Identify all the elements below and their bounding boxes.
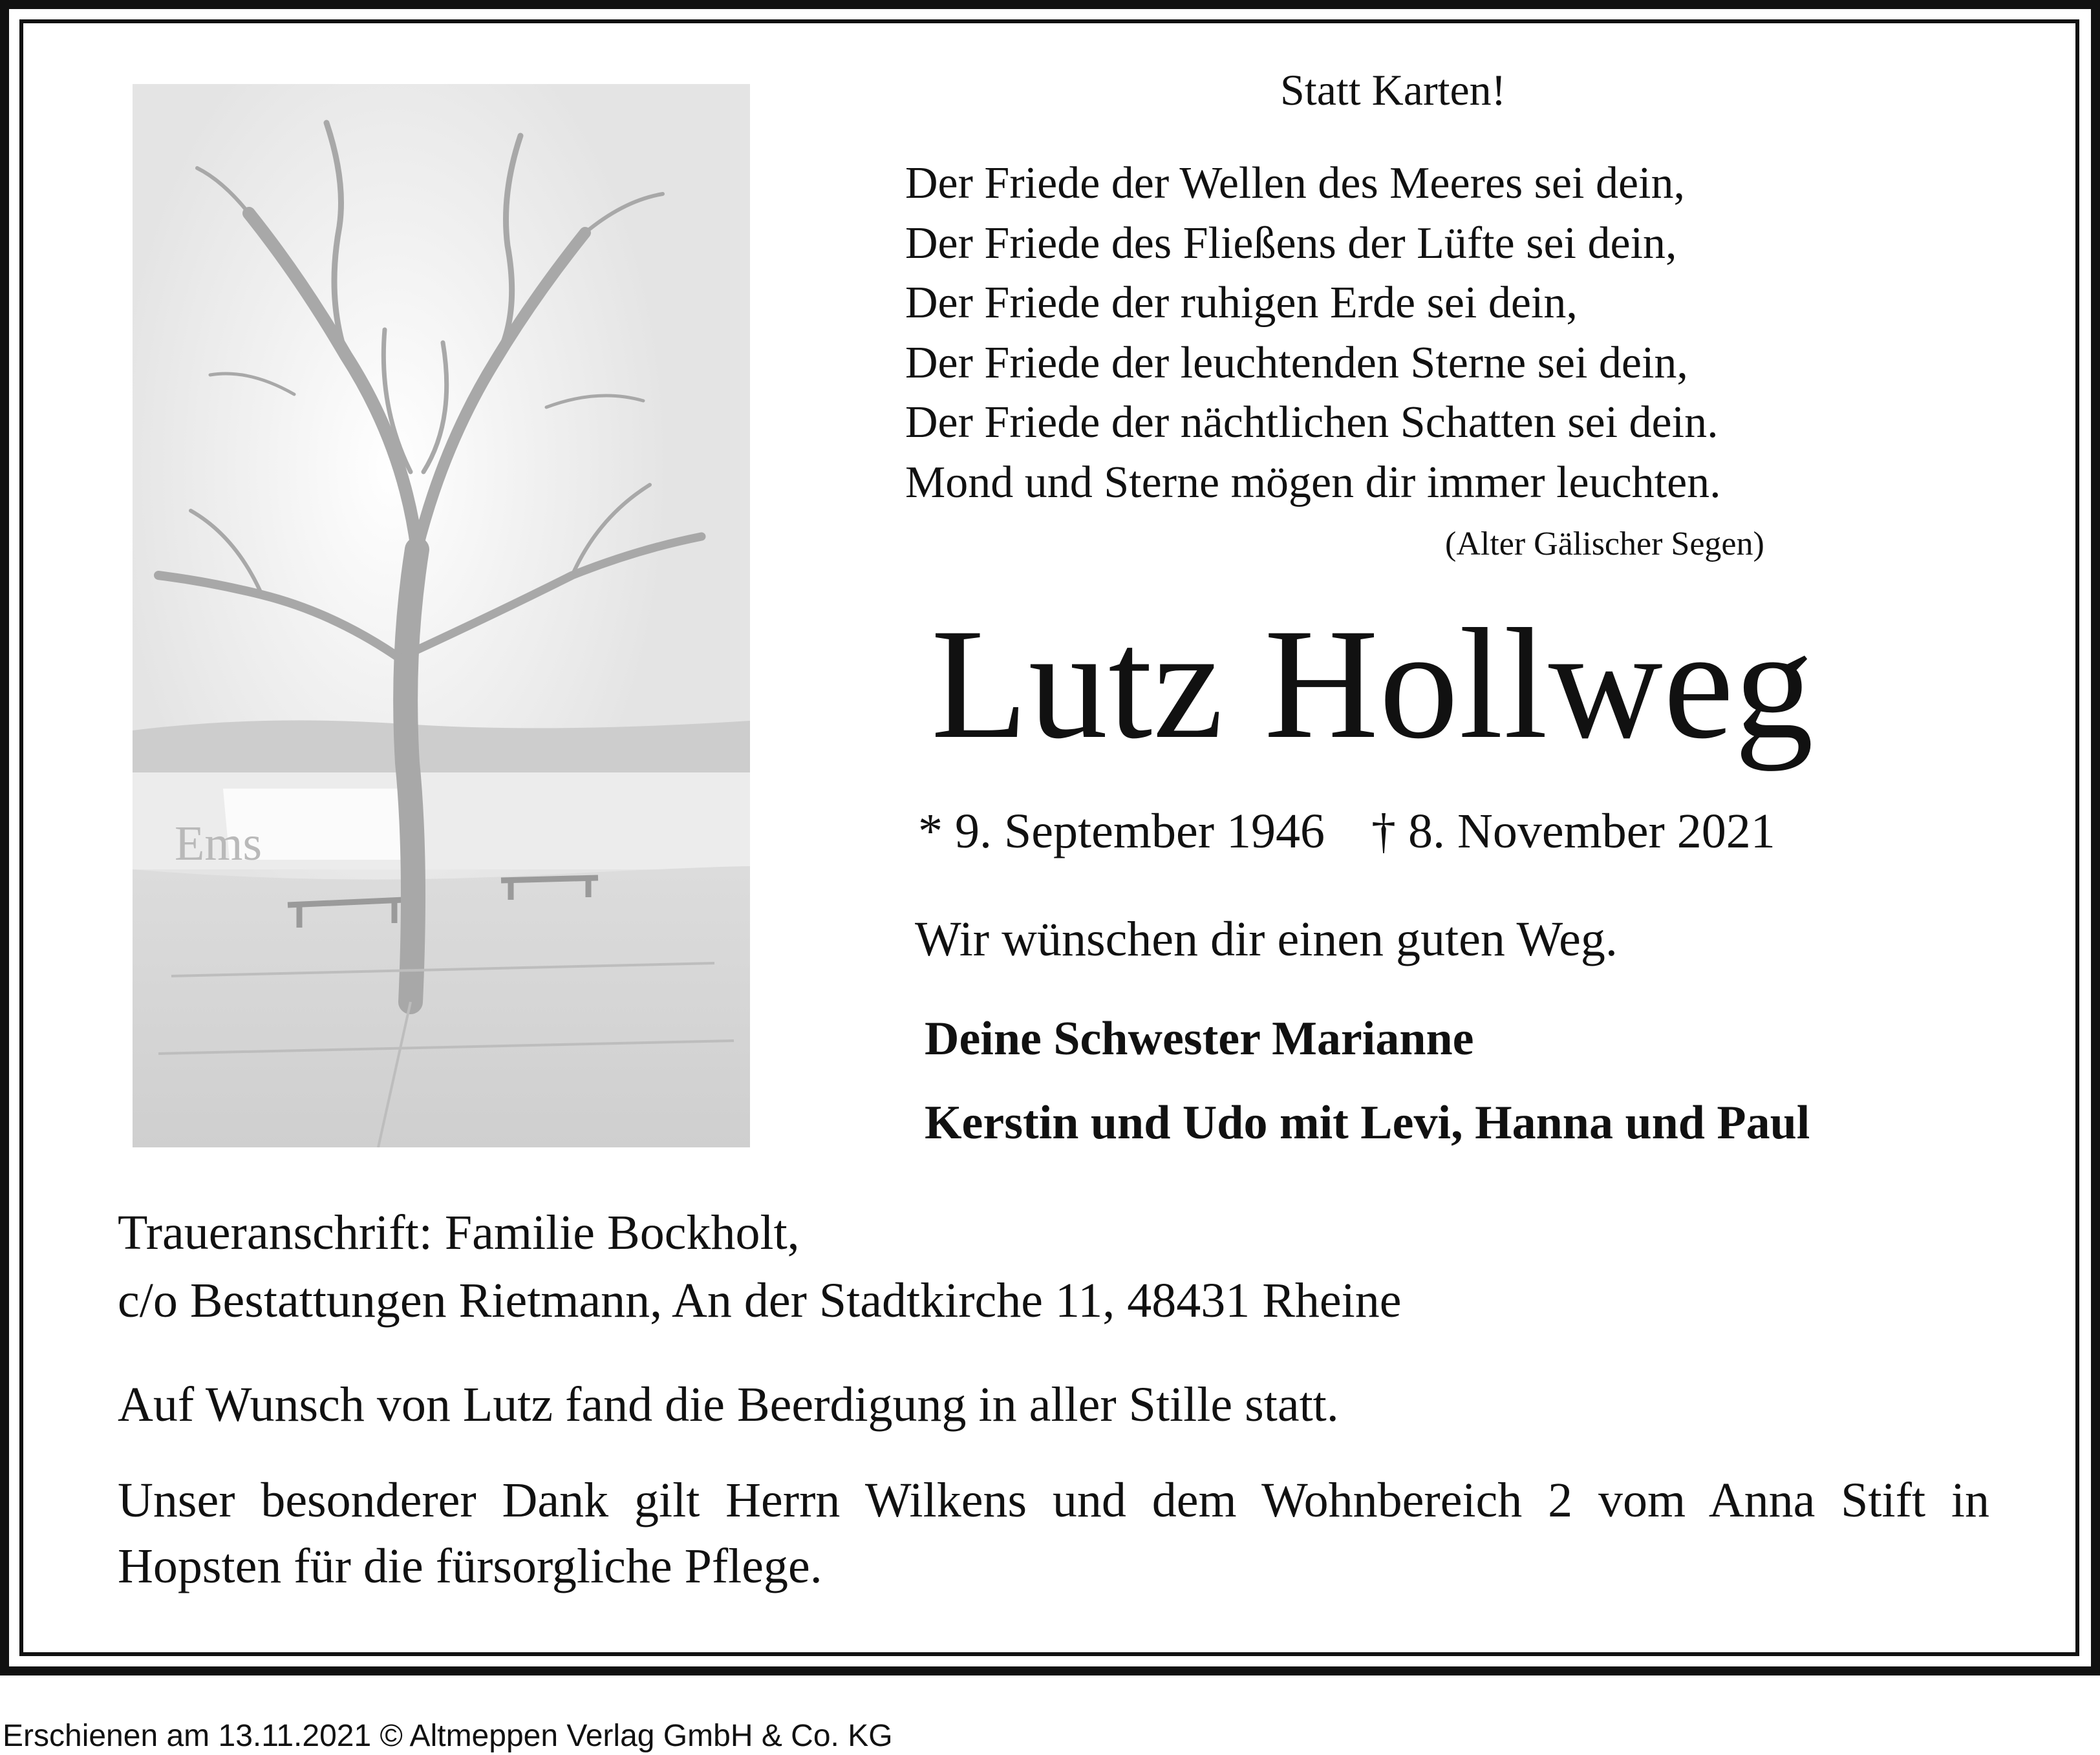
burial-note: Auf Wunsch von Lutz fand die Beerdigung in aller Stille statt.: [118, 1377, 1339, 1432]
tree-by-river-image: [133, 84, 750, 1147]
poem-line: Der Friede der leuchtenden Sterne sei dein,: [905, 337, 1688, 388]
signature-family: Kerstin und Udo mit Levi, Hanna und Paul: [925, 1096, 1810, 1149]
thanks-note: Unser besonderer Dank gilt Herrn Wilkens und dem Wohnbereich 2 vom Anna Stift in Hopsten für die fürsorgliche Pflege.: [118, 1473, 1989, 1593]
heading-statt-karten: Statt Karten!: [1280, 65, 1506, 114]
address-line: Traueranschrift: Familie Bockholt,: [118, 1206, 800, 1260]
farewell-wish: Wir wünschen dir einen guten Weg.: [915, 912, 1618, 966]
death-date: † 8. November 2021: [1371, 804, 1775, 858]
mourning-address: [118, 1199, 1401, 1335]
life-dates: [918, 803, 1775, 860]
deceased-name: Lutz Hollweg: [931, 596, 1814, 771]
birth-date: * 9. September 1946: [918, 804, 1325, 858]
tree-photo: [133, 84, 750, 1147]
poem-line: Der Friede der Wellen des Meeres sei dein,: [905, 158, 1685, 208]
poem-source: (Alter Gälischer Segen): [1445, 526, 1764, 562]
poem: [905, 154, 1721, 513]
poem-line: Mond und Sterne mögen dir immer leuchten.: [905, 457, 1721, 507]
address-line: c/o Bestattungen Rietmann, An der Stadtkirche 11, 48431 Rheine: [118, 1273, 1402, 1328]
signature-sister: Deine Schwester Marianne: [925, 1012, 1474, 1065]
poem-line: Der Friede der nächtlichen Schatten sei dein.: [905, 398, 1719, 447]
poem-line: Der Friede der ruhigen Erde sei dein,: [905, 278, 1578, 328]
poem-line: Der Friede des Fließens der Lüfte sei dein,: [905, 218, 1677, 268]
publication-footer: Erschienen am 13.11.2021 © Altmeppen Verlag GmbH & Co. KG: [3, 1719, 893, 1753]
photo-caption-ems: Ems: [175, 816, 262, 871]
